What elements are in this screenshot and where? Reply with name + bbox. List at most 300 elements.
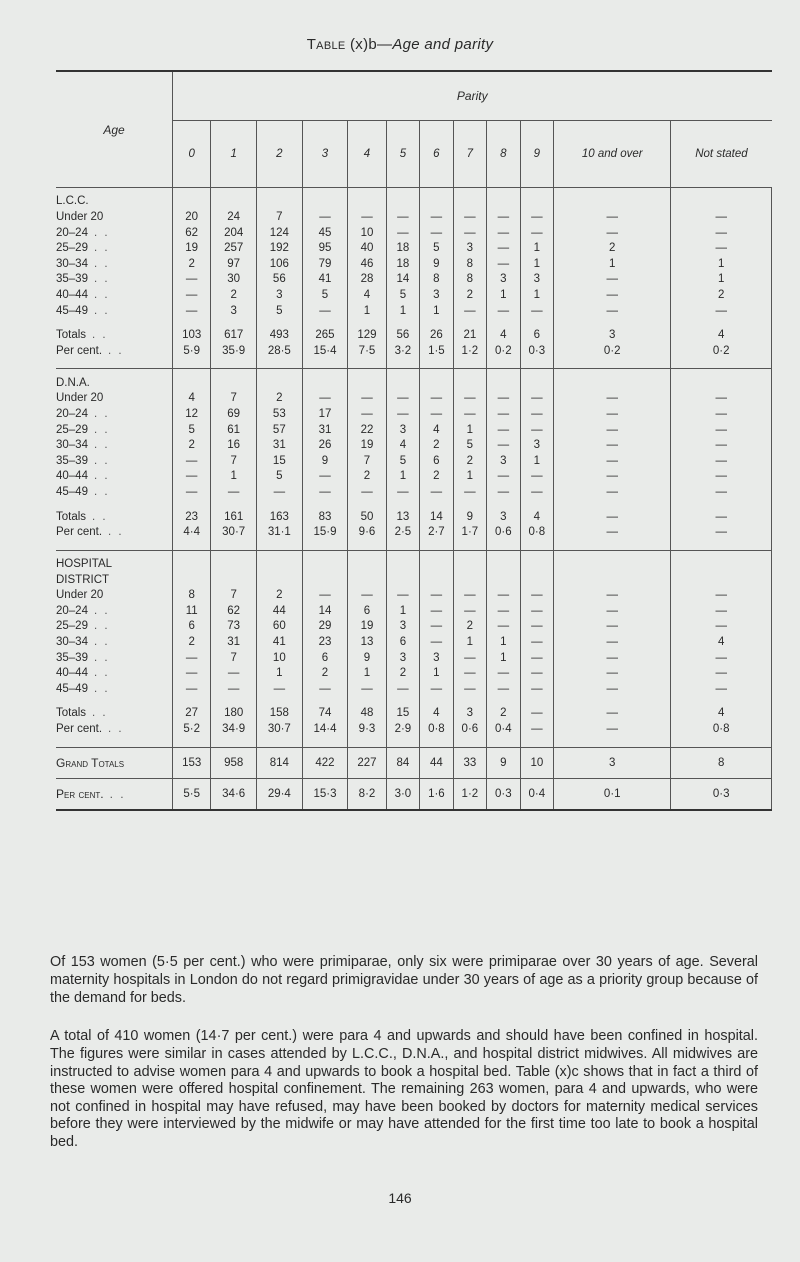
table-cell: — [554, 438, 671, 454]
empty-cell [348, 501, 386, 510]
empty-cell [211, 501, 257, 510]
empty-cell [211, 551, 257, 573]
empty-cell [453, 359, 486, 369]
table-cell: 1·5 [420, 344, 453, 360]
empty-cell [386, 738, 419, 748]
empty-cell [671, 369, 772, 391]
row-label-text: Under 20 [56, 392, 104, 405]
leader-dots: . . [109, 786, 126, 801]
table-cell: — [554, 485, 671, 501]
leader-dots: . . [92, 510, 108, 523]
table-cell: — [520, 651, 553, 667]
table-cell: 0·2 [487, 344, 520, 360]
paragraph-para-four: A total of 410 women (14·7 per cent.) were para 4 and upwards and should have been confined in hospital. The figures were similar in cases attended by L.C.C., D.N.A., and hospital district midwives. All midwives are instructed to advise women para 4 and upwards to book a hospital bed. Table (x)c shows that in fact a third of these women were offered hospital confinement. The remaining 263 women, para 4 and upwards, who were not confined in hospital may have refused, may have been booked by doctors for maternity medical services before they were interviewed by the midwife or may have attended for the first time too late to book a hospital bed. [50, 1028, 758, 1150]
table-cell: 3 [520, 272, 553, 288]
table-row [56, 635, 772, 651]
table-cell: 2 [453, 619, 486, 635]
percent-label-text: Per cent. [56, 526, 103, 539]
row-label-text: 40–44 [56, 288, 88, 301]
table-cell: 60 [257, 619, 303, 635]
empty-cell [453, 369, 486, 391]
table-cell: — [671, 304, 772, 320]
table-cell: 3 [554, 328, 671, 344]
table-cell: — [420, 407, 453, 423]
empty-cell [453, 319, 486, 328]
table-cell: 48 [348, 706, 386, 722]
table-cell: 33 [453, 748, 486, 779]
empty-cell [554, 697, 671, 706]
table-cell: 14·4 [302, 722, 348, 738]
empty-cell [348, 551, 386, 573]
table-cell: — [671, 485, 772, 501]
table-cell: — [302, 304, 348, 320]
table-cell: — [671, 454, 772, 470]
table-cell: — [173, 469, 211, 485]
row-label [56, 210, 173, 226]
table-cell: — [520, 226, 553, 242]
row-label [56, 438, 173, 454]
column-header: 0 [173, 121, 211, 188]
table-cell: — [671, 423, 772, 439]
table-cell: — [520, 485, 553, 501]
age-parity-table [56, 70, 772, 811]
empty-cell [420, 738, 453, 748]
table-cell: 3 [211, 304, 257, 320]
leader-dots: . . [92, 329, 108, 342]
table-cell: — [554, 651, 671, 667]
table-cell: 22 [348, 423, 386, 439]
table-row [56, 304, 772, 320]
table-cell: 5 [386, 288, 419, 304]
table-cell: — [420, 604, 453, 620]
table-cell: 9 [487, 748, 520, 779]
table-row [56, 241, 772, 257]
table-cell: — [671, 407, 772, 423]
percent-row [56, 344, 772, 360]
row-label [56, 407, 173, 423]
totals-label-text: Totals [56, 329, 87, 342]
table-cell: 1 [554, 257, 671, 273]
row-label [56, 272, 173, 288]
table-cell: — [671, 391, 772, 407]
leader-dots: . . [93, 682, 110, 695]
column-header: 5 [386, 121, 419, 188]
table-cell: — [386, 588, 419, 604]
table-cell: 3 [386, 619, 419, 635]
empty-cell [420, 573, 453, 589]
empty-cell [257, 501, 303, 510]
table-cell: 4 [348, 288, 386, 304]
table-cell: 9·6 [348, 525, 386, 541]
empty-cell [386, 188, 419, 211]
table-cell: — [520, 666, 553, 682]
empty-cell [386, 319, 419, 328]
table-cell: 17 [302, 407, 348, 423]
empty-cell [302, 501, 348, 510]
table-cell: — [520, 407, 553, 423]
empty-cell [554, 573, 671, 589]
table-cell: 79 [302, 257, 348, 273]
table-cell: — [671, 619, 772, 635]
table-cell: — [348, 210, 386, 226]
table-cell: — [487, 588, 520, 604]
table-cell: — [554, 304, 671, 320]
column-header: 1 [211, 121, 257, 188]
table-cell: 1 [671, 257, 772, 273]
table-cell: 2 [257, 588, 303, 604]
empty-cell [257, 359, 303, 369]
table-cell: 163 [257, 510, 303, 526]
section-title: HOSPITAL [56, 551, 173, 573]
table-cell: 15 [257, 454, 303, 470]
empty-cell [420, 369, 453, 391]
empty-cell [173, 738, 211, 748]
table-cell: 19 [348, 438, 386, 454]
empty-cell [420, 551, 453, 573]
table-cell: — [173, 682, 211, 698]
row-label [56, 226, 173, 242]
row-label [56, 391, 173, 407]
table-row [56, 391, 772, 407]
table-cell: — [554, 722, 671, 738]
table-cell: 1 [348, 666, 386, 682]
table-cell: — [671, 588, 772, 604]
row-label-text: 35–39 [56, 273, 88, 286]
empty-cell [257, 188, 303, 211]
empty-cell [173, 319, 211, 328]
section-title-row [56, 551, 772, 573]
table-cell: 2 [211, 288, 257, 304]
table-cell: 31 [257, 438, 303, 454]
table-cell: 9 [302, 454, 348, 470]
table-cell: — [554, 210, 671, 226]
leader-dots: . . [93, 288, 110, 301]
row-label [56, 651, 173, 667]
table-cell: 74 [302, 706, 348, 722]
empty-cell [211, 573, 257, 589]
empty-cell [420, 697, 453, 706]
table-cell: — [554, 588, 671, 604]
row-label [56, 241, 173, 257]
column-header: 3 [302, 121, 348, 188]
table-cell: 7 [348, 454, 386, 470]
table-cell: 57 [257, 423, 303, 439]
empty-cell [520, 188, 553, 211]
empty-cell [671, 551, 772, 573]
table-row [56, 438, 772, 454]
table-cell: — [671, 438, 772, 454]
table-cell: 18 [386, 257, 419, 273]
table-cell: 1·2 [453, 344, 486, 360]
table-rule [56, 809, 772, 810]
empty-cell [302, 738, 348, 748]
table-cell: 617 [211, 328, 257, 344]
table-cell: 16 [211, 438, 257, 454]
table-cell: 53 [257, 407, 303, 423]
table-cell: 2·9 [386, 722, 419, 738]
empty-cell [487, 697, 520, 706]
empty-cell [520, 551, 553, 573]
empty-cell [211, 319, 257, 328]
table-cell: 422 [302, 748, 348, 779]
table-cell: — [348, 391, 386, 407]
table-cell: 3 [487, 272, 520, 288]
table-cell: 2 [671, 288, 772, 304]
table-cell: 1 [487, 651, 520, 667]
column-header: 9 [520, 121, 553, 188]
empty-cell [420, 188, 453, 211]
table-cell: 124 [257, 226, 303, 242]
table-cell: 41 [302, 272, 348, 288]
empty-cell [211, 541, 257, 551]
empty-cell [453, 697, 486, 706]
table-row [56, 682, 772, 698]
table-cell: — [554, 604, 671, 620]
table-cell: 3 [487, 454, 520, 470]
table-cell: 29 [302, 619, 348, 635]
table-cell: 14 [302, 604, 348, 620]
table-cell: 18 [386, 241, 419, 257]
empty-cell [520, 541, 553, 551]
table-cell: 257 [211, 241, 257, 257]
empty-cell [302, 369, 348, 391]
table-cell: 45 [302, 226, 348, 242]
table-cell: — [487, 304, 520, 320]
table-cell: 4 [487, 328, 520, 344]
table-cell: 40 [348, 241, 386, 257]
paragraph-primiparae: Of 153 women (5·5 per cent.) who were primiparae, only six were primiparae over 30 years of age. Several maternity hospitals in London do not regard primigravidae under 30 years of age as a priority group because of the demand for beds. [50, 954, 758, 1006]
table-row [56, 588, 772, 604]
spacer [56, 501, 173, 510]
table-cell: 27 [173, 706, 211, 722]
table-cell: 56 [386, 328, 419, 344]
table-cell: — [348, 588, 386, 604]
table-cell: — [671, 210, 772, 226]
empty-cell [211, 369, 257, 391]
table-cell: 14 [420, 510, 453, 526]
table-cell: — [453, 304, 486, 320]
table-cell: 95 [302, 241, 348, 257]
empty-cell [211, 697, 257, 706]
table-cell: 3 [386, 423, 419, 439]
row-label [56, 423, 173, 439]
table-cell: — [554, 423, 671, 439]
empty-cell [453, 188, 486, 211]
table-cell: 31 [302, 423, 348, 439]
table-cell: 1 [520, 454, 553, 470]
row-label [56, 485, 173, 501]
empty-cell [453, 501, 486, 510]
empty-cell [487, 501, 520, 510]
row-label-text: 20–24 [56, 407, 88, 420]
table-cell: 10 [257, 651, 303, 667]
table-cell: 106 [257, 257, 303, 273]
table-cell: 3 [420, 288, 453, 304]
empty-cell [554, 541, 671, 551]
empty-cell [487, 319, 520, 328]
table-cell: 1 [348, 304, 386, 320]
table-cell: 8 [671, 748, 772, 779]
table-cell: 14 [386, 272, 419, 288]
table-cell: 35·9 [211, 344, 257, 360]
table-cell: — [520, 706, 553, 722]
table-cell: — [520, 635, 553, 651]
table-cell: — [257, 682, 303, 698]
table-row [56, 272, 772, 288]
header-row [56, 72, 772, 121]
table-cell: — [386, 391, 419, 407]
table-cell: 30 [211, 272, 257, 288]
table-cell: 180 [211, 706, 257, 722]
row-label [56, 304, 173, 320]
table-cell: — [420, 226, 453, 242]
empty-cell [420, 359, 453, 369]
table-cell: — [173, 651, 211, 667]
table-cell: 5·5 [173, 779, 211, 809]
table-cell: 4 [671, 328, 772, 344]
spacer [56, 738, 173, 748]
totals-row [56, 328, 772, 344]
table-cell: — [487, 241, 520, 257]
empty-cell [257, 369, 303, 391]
table-cell: — [420, 619, 453, 635]
empty-cell [671, 501, 772, 510]
column-header: 6 [420, 121, 453, 188]
empty-cell [348, 573, 386, 589]
table-cell: — [386, 485, 419, 501]
table-cell: — [520, 682, 553, 698]
row-label-text: 35–39 [56, 651, 88, 664]
table-row [56, 226, 772, 242]
table-cell: 3 [487, 510, 520, 526]
table-cell: — [211, 682, 257, 698]
table-cell: — [173, 454, 211, 470]
table-cell: — [302, 682, 348, 698]
table-cell: — [453, 210, 486, 226]
table-cell: — [453, 682, 486, 698]
caption-label: (x)b— [345, 36, 393, 53]
table-cell: — [487, 438, 520, 454]
table-cell: 56 [257, 272, 303, 288]
section-title-row [56, 188, 772, 211]
table-cell: 0·2 [671, 344, 772, 360]
table-cell: 153 [173, 748, 211, 779]
empty-cell [348, 359, 386, 369]
column-header: 4 [348, 121, 386, 188]
empty-cell [554, 551, 671, 573]
totals-label [56, 706, 173, 722]
leader-dots: . . [93, 423, 110, 436]
leader-dots: . . [93, 242, 110, 255]
empty-cell [487, 573, 520, 589]
empty-cell [173, 359, 211, 369]
leader-dots: . . [93, 604, 110, 617]
section-title: L.C.C. [56, 188, 173, 211]
empty-cell [211, 359, 257, 369]
table-cell: — [554, 525, 671, 541]
table-cell: 0·1 [554, 779, 671, 809]
table-cell: 20 [173, 210, 211, 226]
table-cell: — [173, 304, 211, 320]
empty-cell [671, 188, 772, 211]
table-cell: 1 [453, 423, 486, 439]
empty-cell [453, 551, 486, 573]
table-cell: — [302, 469, 348, 485]
empty-cell [173, 501, 211, 510]
empty-cell [257, 738, 303, 748]
table-cell: — [554, 682, 671, 698]
table-cell: 4 [671, 635, 772, 651]
empty-cell [671, 359, 772, 369]
spacer [56, 319, 173, 328]
empty-cell [302, 541, 348, 551]
table-cell: — [420, 485, 453, 501]
table-caption [0, 36, 800, 53]
table-cell: — [386, 226, 419, 242]
table-cell: — [453, 407, 486, 423]
age-header: Age [56, 72, 173, 188]
row-label-text: 25–29 [56, 423, 88, 436]
row-label-text: 40–44 [56, 667, 88, 680]
empty-cell [671, 541, 772, 551]
table-cell: — [520, 423, 553, 439]
table-cell: — [671, 226, 772, 242]
empty-cell [173, 697, 211, 706]
table-cell: — [173, 288, 211, 304]
empty-cell [554, 501, 671, 510]
percent-row [56, 722, 772, 738]
row-label-text: Under 20 [56, 211, 104, 223]
table-cell: 0·4 [487, 722, 520, 738]
table-cell: 1 [453, 469, 486, 485]
table-cell: 24 [211, 210, 257, 226]
empty-cell [487, 551, 520, 573]
empty-cell [420, 541, 453, 551]
table-cell: — [487, 604, 520, 620]
row-label-text: 25–29 [56, 242, 88, 255]
table-cell: — [554, 666, 671, 682]
empty-cell [348, 697, 386, 706]
table-cell: 204 [211, 226, 257, 242]
table-cell: 3 [420, 651, 453, 667]
table-cell: — [554, 619, 671, 635]
spacer-row [56, 697, 772, 706]
spacer-row [56, 319, 772, 328]
table-cell: — [386, 210, 419, 226]
percent-label [56, 722, 173, 738]
table-cell: 6 [302, 651, 348, 667]
table-cell: 97 [211, 257, 257, 273]
empty-cell [211, 738, 257, 748]
table-cell: — [420, 682, 453, 698]
table-cell: 1 [671, 272, 772, 288]
table-cell: 0·8 [520, 525, 553, 541]
section-title: DISTRICT [56, 573, 173, 589]
empty-cell [348, 188, 386, 211]
empty-cell [348, 738, 386, 748]
table-cell: 41 [257, 635, 303, 651]
caption-prefix: Table [306, 36, 346, 53]
table-cell: 3·2 [386, 344, 419, 360]
table-cell: 5 [257, 304, 303, 320]
table-row [56, 619, 772, 635]
empty-cell [554, 369, 671, 391]
table-cell: 10 [520, 748, 553, 779]
column-header: 2 [257, 121, 303, 188]
table-row [56, 454, 772, 470]
table-cell: 265 [302, 328, 348, 344]
empty-cell [386, 697, 419, 706]
